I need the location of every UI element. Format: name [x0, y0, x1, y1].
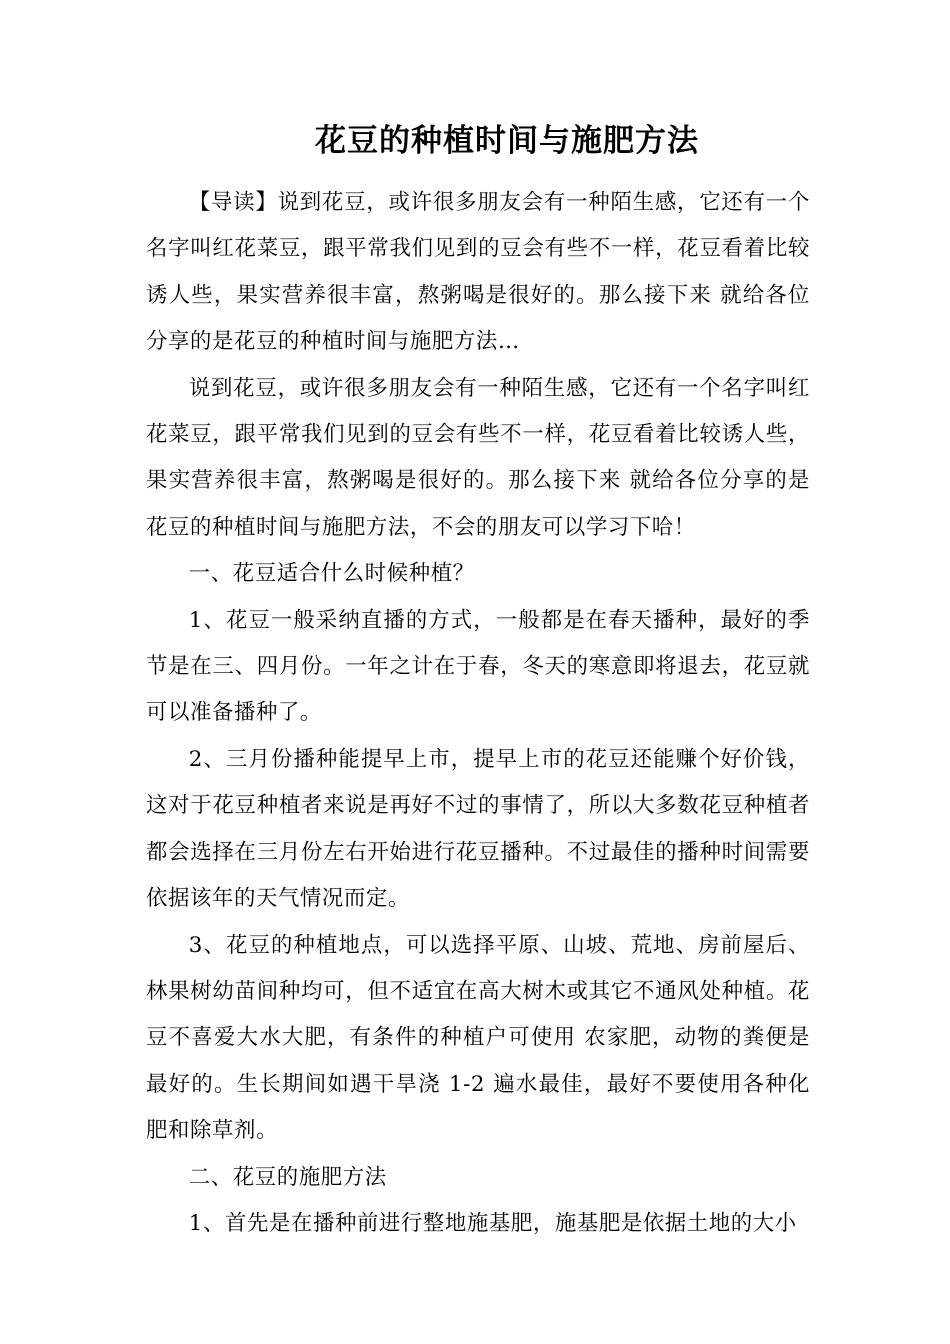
paragraph-intro: 【导读】说到花豆，或许很多朋友会有一种陌生感，它还有一个名字叫红花菜豆，跟平常我们见到的豆会有些不一样，花豆看着比较诱人些，果实营养很丰富，熬粥喝是很好的。那么接下来 就给各位分享的是花豆的种植时间与施肥方法… [146, 190, 810, 355]
paragraph-fertilizing-1: 1、首先是在播种前进行整地施基肥，施基肥是依据土地的大小 [188, 1210, 797, 1236]
document-body [146, 180, 810, 1247]
document-title: 花豆的种植时间与施肥方法 [315, 123, 699, 159]
section-heading-fertilizing: 二、花豆的施肥方法 [188, 1164, 387, 1190]
paragraph-item-2: 2、三月份播种能提早上市，提早上市的花豆还能赚个好价钱，这对于花豆种植者来说是再好不过的事情了，所以大多数花豆种植者都会选择在三月份左右开始进行花豆播种。不过最佳的播种时间需要依据该年的天气情况而定。 [146, 746, 810, 912]
paragraph-summary: 说到花豆，或许很多朋友会有一种陌生感，它还有一个名字叫红花菜豆，跟平常我们见到的豆会有些不一样，花豆看着比较诱人些，果实营养很丰富，熬粥喝是很好的。那么接下来 就给各位分享的是花豆的种植时间与施肥方法，不会的朋友可以学习下哈！ [146, 375, 810, 540]
paragraph-item-3: 3、花豆的种植地点，可以选择平原、山坡、荒地、房前屋后、林果树幼苗间种均可，但不适宜在高大树木或其它不通风处种植。花豆不喜爱大水大肥，有条件的种植户可使用 农家肥，动物的粪便是最好的。生长期间如遇干旱浇 1-2 遍水最佳，最好不要使用各种化肥和除草剂。 [146, 932, 810, 1144]
section-heading-planting-time: 一、花豆适合什么时候种植？ [188, 561, 475, 587]
paragraph-item-1: 1、花豆一般采纳直播的方式，一般都是在春天播种，最好的季节是在三、四月份。一年之计在于春，冬天的寒意即将退去，花豆就可以准备播种了。 [146, 607, 810, 726]
